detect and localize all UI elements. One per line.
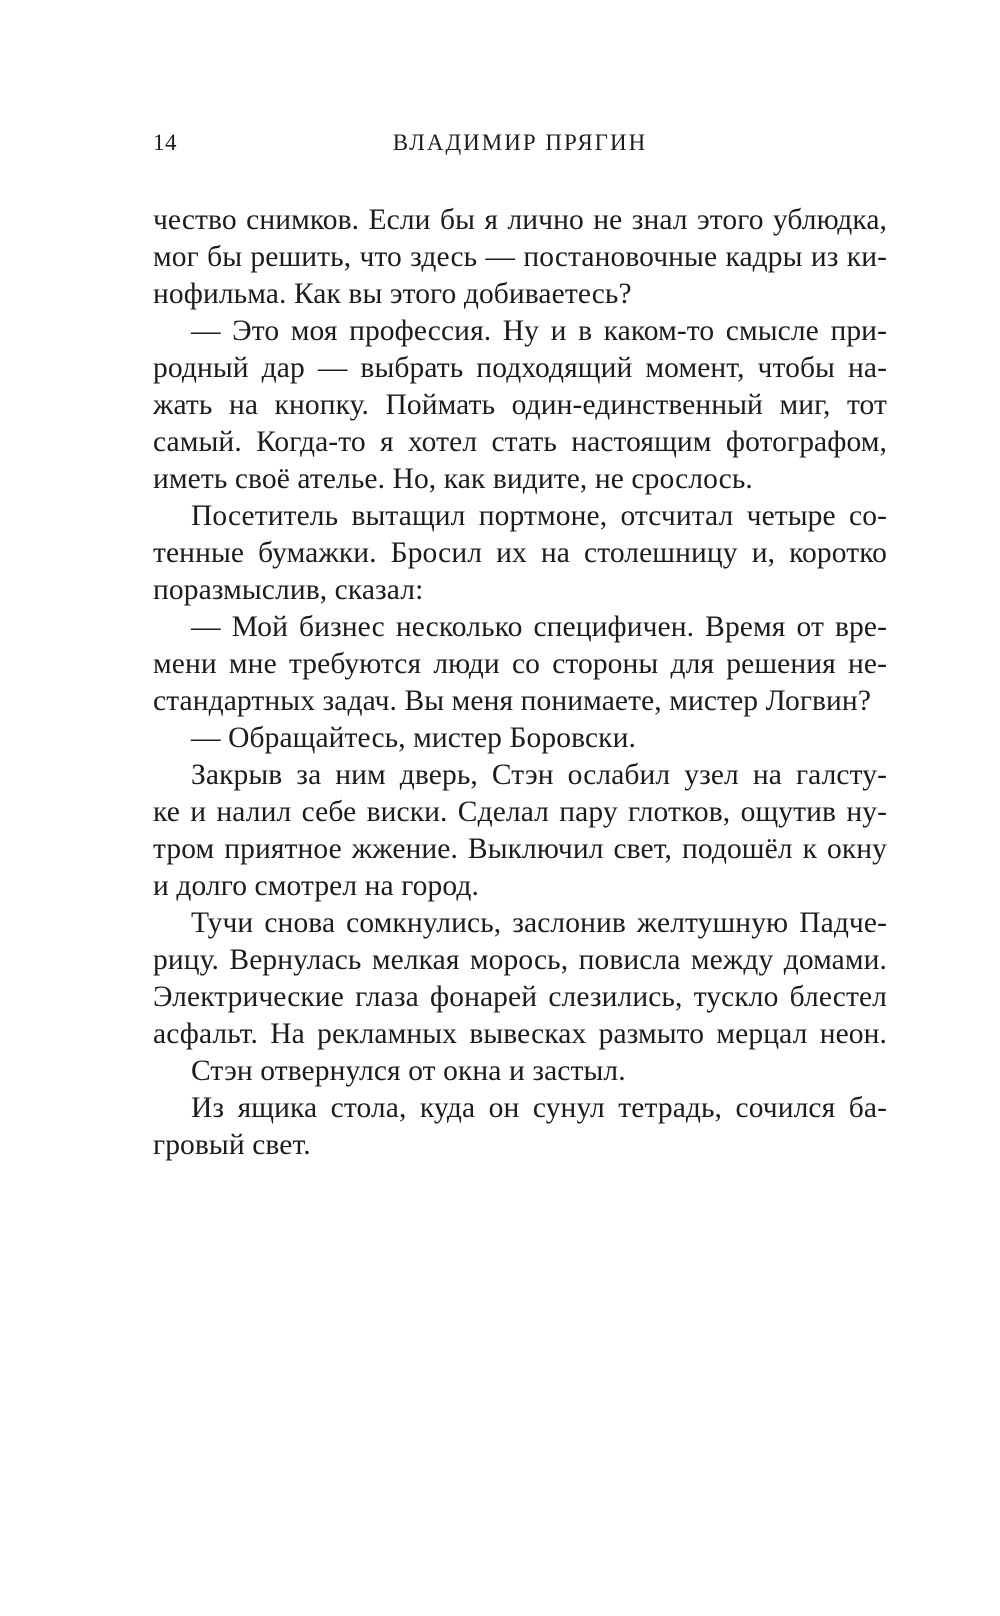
text-line: тром приятное жжение. Выключил свет, подошёл к окну <box>153 833 887 865</box>
text-line: родный дар — выбрать подходящий момент, чтобы на- <box>153 352 887 384</box>
text-line: Из ящика стола, куда он сунул тетрадь, сочился ба- <box>191 1092 887 1124</box>
text-line: самый. Когда-то я хотел стать настоящим фотографом, <box>153 426 887 458</box>
body-text <box>153 202 887 1164</box>
text-line: поразмыслив, сказал: <box>153 574 424 606</box>
text-line: Стэн отвернулся от окна и застыл. <box>191 1055 626 1087</box>
text-line: Тучи снова сомкнулись, заслонив желтушную Падче- <box>191 907 887 939</box>
paragraph <box>153 757 887 905</box>
text-line: — Это моя профессия. Ну и в каком-то смысле при- <box>191 315 887 347</box>
text-line: Закрыв за ним дверь, Стэн ослабил узел на галсту- <box>191 759 887 791</box>
text-line: жать на кнопку. Поймать один-единственный миг, тот <box>153 389 887 421</box>
text-line: иметь своё ателье. Но, как видите, не срослось. <box>153 463 753 495</box>
text-line: чество снимков. Если бы я лично не знал этого ублюдка, <box>153 204 887 236</box>
text-line: рицу. Вернулась мелкая морось, повисла между домами. <box>153 944 887 976</box>
page-number: 14 <box>153 130 177 155</box>
running-head-author: ВЛАДИМИР ПРЯГИН <box>392 130 648 155</box>
paragraph <box>153 313 887 498</box>
text-line: и долго смотрел на город. <box>153 870 479 902</box>
paragraph <box>153 609 887 720</box>
paragraph <box>153 720 887 757</box>
text-line: гровый свет. <box>153 1129 311 1161</box>
text-line: Посетитель вытащил портмоне, отсчитал четыре со- <box>191 500 887 532</box>
paragraph <box>153 202 887 313</box>
text-line: мени мне требуются люди со стороны для решения не- <box>153 648 887 680</box>
text-line: стандартных задач. Вы меня понимаете, мистер Логвин? <box>153 685 872 717</box>
text-line: нофильма. Как вы этого добиваетесь? <box>153 278 632 310</box>
paragraph <box>153 905 887 1053</box>
paragraph <box>153 1053 887 1090</box>
text-line: тенные бумажки. Бросил их на столешницу и, коротко <box>153 537 887 569</box>
paragraph <box>153 1090 887 1164</box>
text-line: ке и налил себе виски. Сделал пару глотков, ощутив ну- <box>153 796 887 828</box>
text-line: асфальт. На рекламных вывесках размыто мерцал неон. <box>153 1018 887 1050</box>
page-header <box>153 130 887 166</box>
text-line: — Обращайтесь, мистер Боровски. <box>191 722 636 754</box>
text-line: Электрические глаза фонарей слезились, тускло блестел <box>153 981 887 1013</box>
paragraph <box>153 498 887 609</box>
text-line: — Мой бизнес несколько специфичен. Время от вре- <box>191 611 887 643</box>
text-line: мог бы решить, что здесь — постановочные кадры из ки- <box>153 241 887 273</box>
